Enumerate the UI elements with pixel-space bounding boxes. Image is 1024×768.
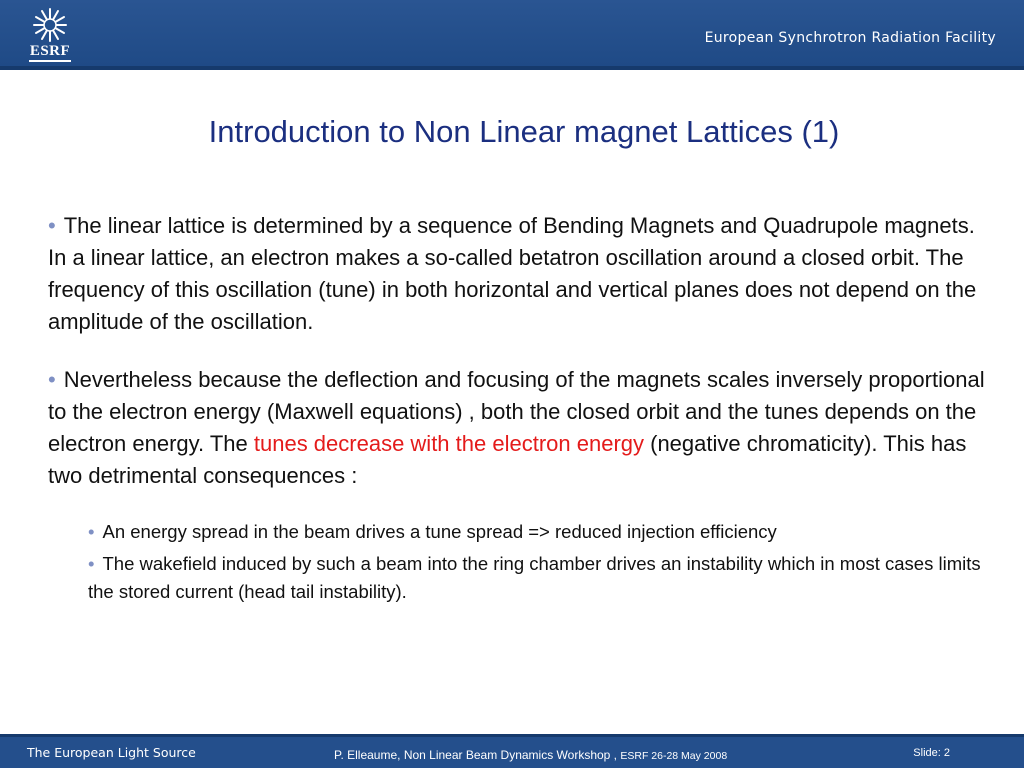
slide-title: Introduction to Non Linear magnet Lattices (1) <box>208 114 840 149</box>
sub-bullet-2 <box>88 550 993 606</box>
bullet-icon: • <box>48 367 56 392</box>
logo-text: ESRF <box>29 43 71 59</box>
bullet-paragraph-2 <box>48 364 993 492</box>
esrf-logo <box>22 7 78 63</box>
header-bar <box>0 0 1024 66</box>
highlighted-text: tunes decrease with the electron energy <box>253 431 644 456</box>
bullet-icon: • <box>48 213 56 238</box>
footer-bar <box>0 737 1024 768</box>
footer-tagline: The European Light Source <box>27 745 196 760</box>
paragraph-text-end: (negative chromaticity). This has two detrimental consequences : <box>48 431 967 488</box>
sub-bullet-text: The wakefield induced by such a beam into the ring chamber drives an instability which in most cases limits the stored current (head tail instability). <box>88 553 981 602</box>
paragraph-text: Nevertheless because the deflection and focusing of the magnets scales inversely proportional to the electron energy (Maxwell equations) , both the closed orbit and the tunes depends on the electron energy. The <box>48 367 985 456</box>
bullet-icon: • <box>88 521 95 542</box>
bullet-icon: • <box>88 553 95 574</box>
sub-bullet-text: An energy spread in the beam drives a tune spread => reduced injection efficiency <box>102 521 777 542</box>
starburst-icon <box>28 7 72 43</box>
slide-number: Slide: 2 <box>913 747 950 759</box>
paragraph-text: The linear lattice is determined by a sequence of Bending Magnets and Quadrupole magnets. In a linear lattice, an electron makes a so-called betatron oscillation around a closed orbit. The frequency of this oscillation (tune) in both horizontal and vertical planes does not depend on the amplitude of the oscillation. <box>48 213 977 334</box>
logo-underline <box>29 60 71 62</box>
bullet-paragraph-1 <box>48 210 993 338</box>
sub-bullet-1 <box>88 518 993 546</box>
slide-content <box>48 210 993 610</box>
header-divider <box>0 66 1024 70</box>
organization-name: European Synchrotron Radiation Facility <box>704 30 996 46</box>
footer-presentation-info <box>334 748 727 762</box>
footer-author-event: P. Elleaume, Non Linear Beam Dynamics Workshop , <box>334 748 621 762</box>
footer-date: ESRF 26-28 May 2008 <box>620 750 728 762</box>
